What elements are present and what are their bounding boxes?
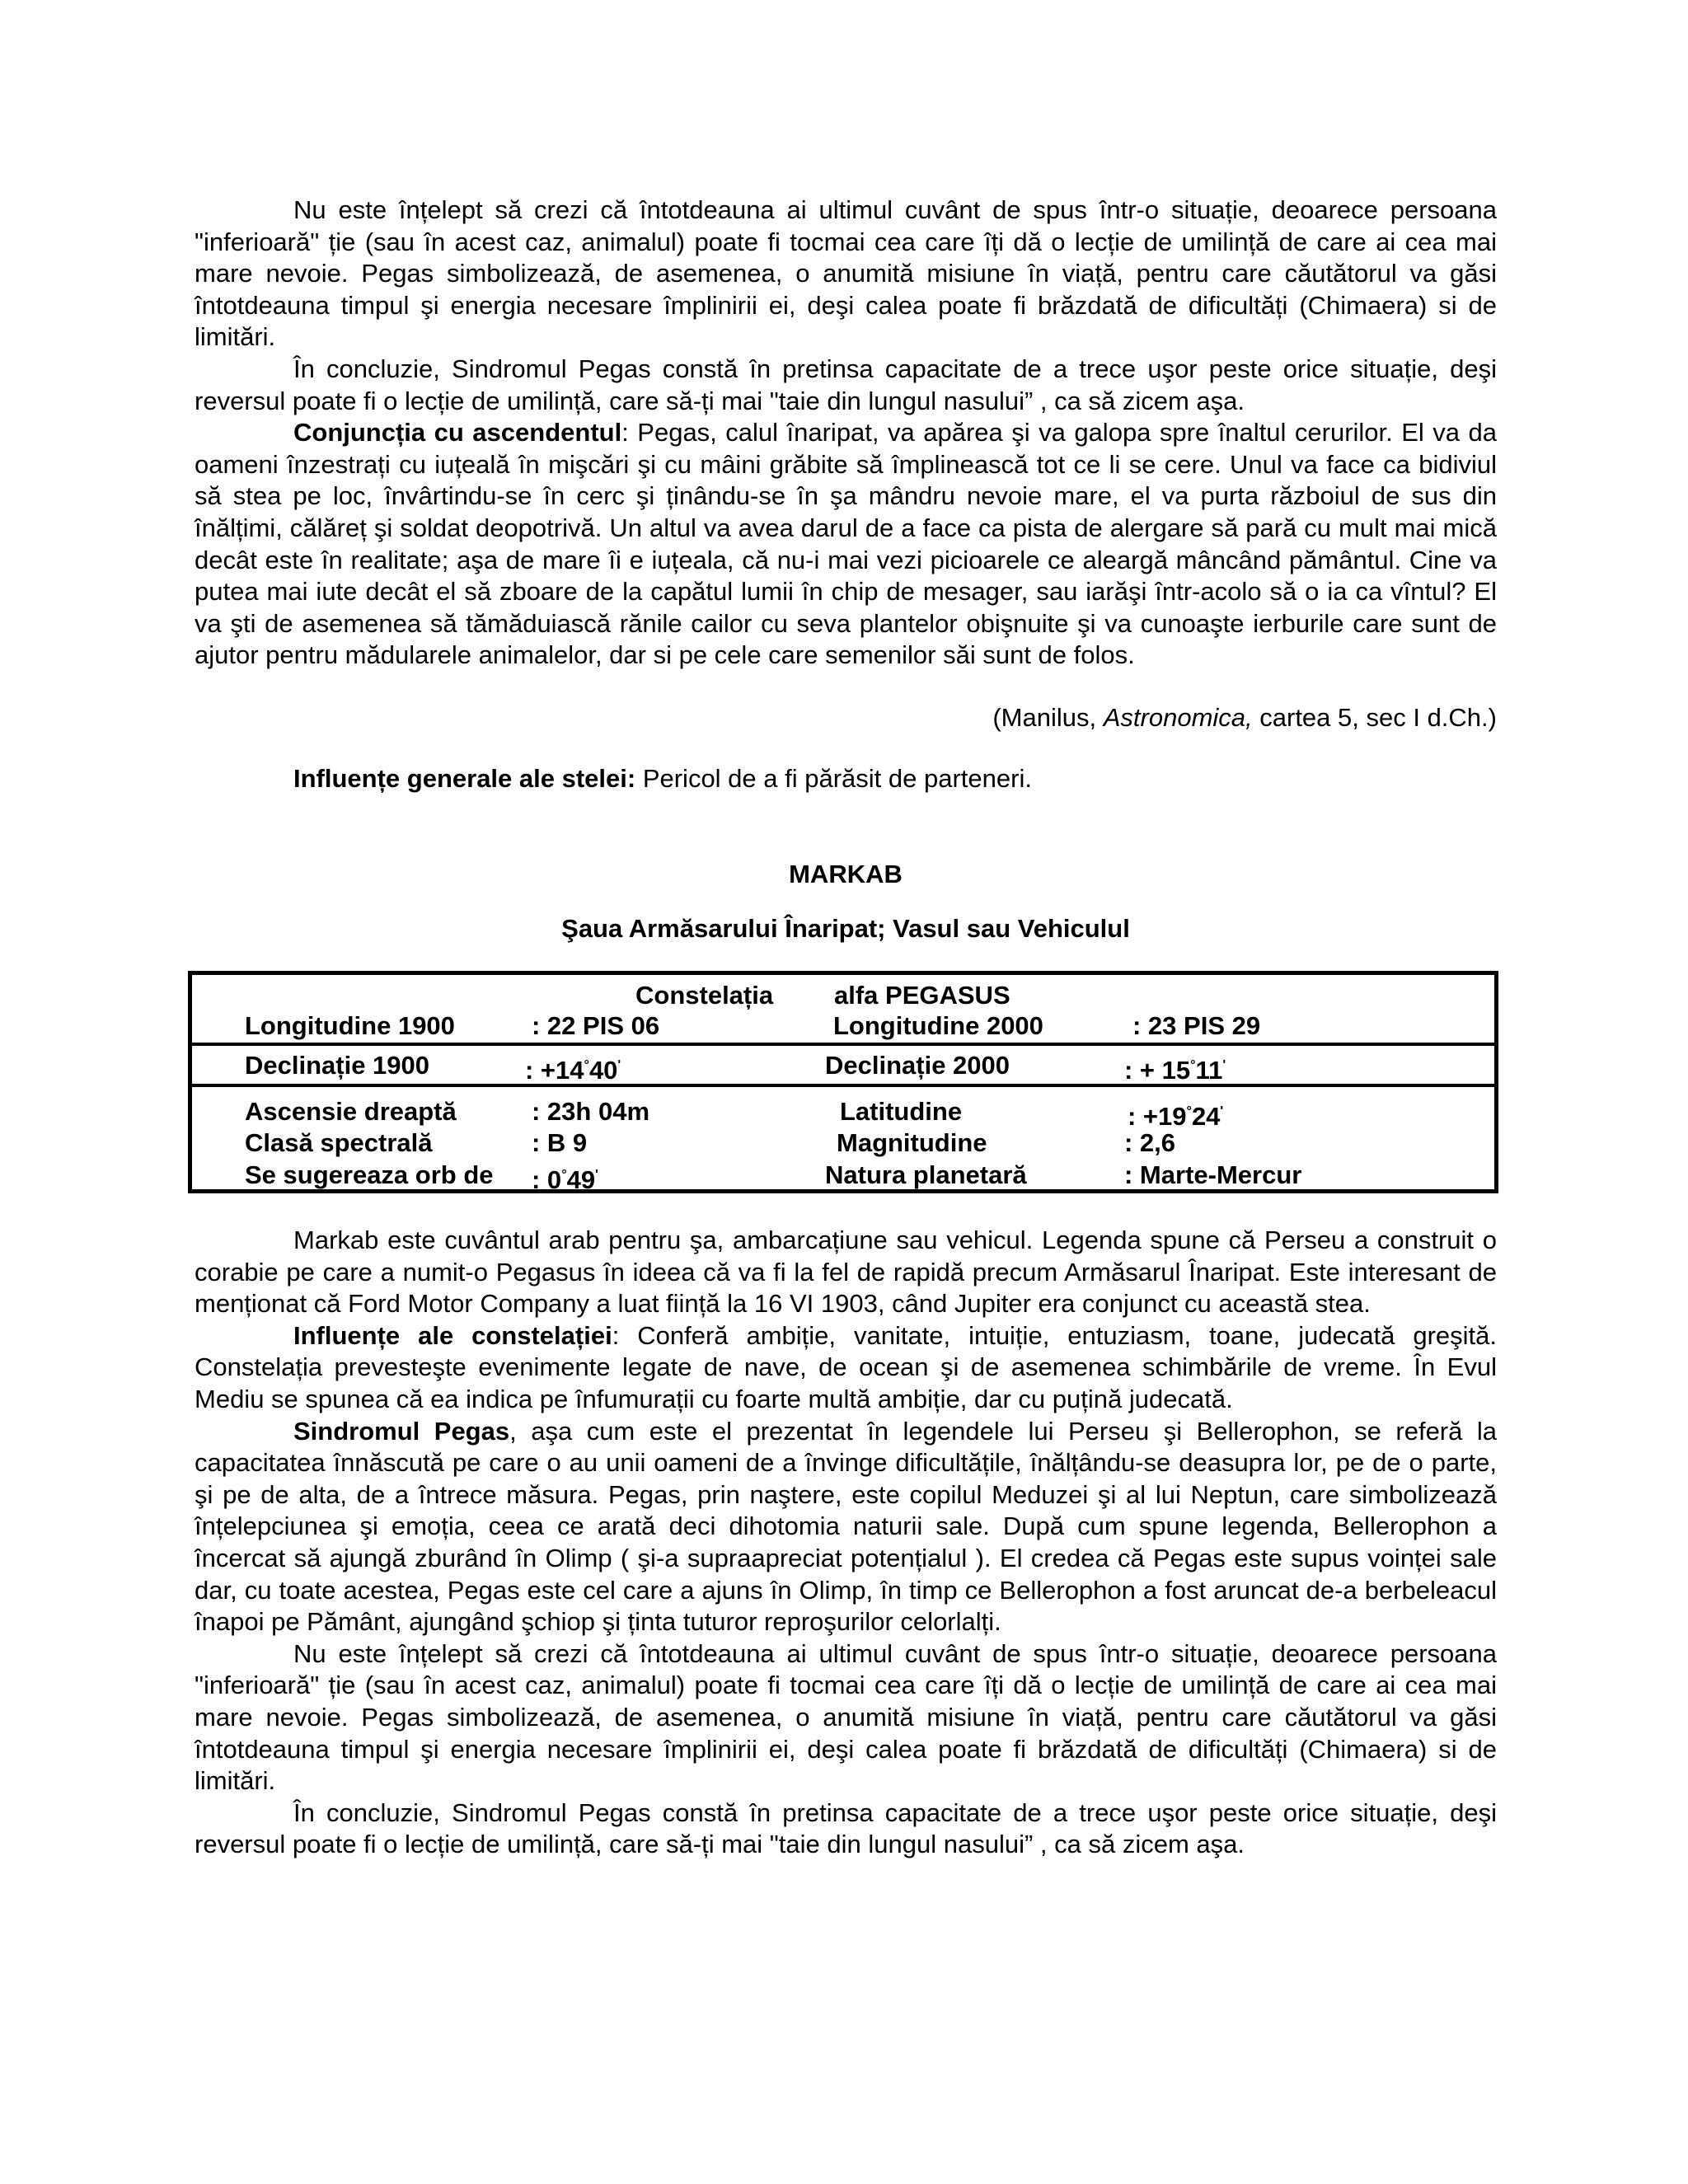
dec1900-degree-sign: ° [584,1058,589,1073]
longitude-2000-value: : 23 PIS 29 [1132,1011,1261,1041]
conjunctia-text: : Pegas, calul înaripat, va apărea şi va galopa spre înaltul cerurilor. El va da oameni înzestrați cu iuțeală în mişcări şi cu mâini grăbite să împlinească tot ce li se cere. Unul va face ca bidiviul să stea pe loc, învârtindu-se în cerc şi ținându-se în şa mândru nevoie mare, el va purta războiul de sus din înălțimi, călăreț şi soldat deopotrivă. Un altul va avea darul de a face ca pista de alergare să pară cu mult mai mică decât este în realitate; aşa de mare îi e iuțeala, că nu-i mai vezi picioarele ce aleargă mâncând pământul. Cine va putea mai iute decât el să zboare de la capătul lumii în chip de mesager, sau iarăşi într-acolo să o ia ca vîntul? El va şti de asemenea să tămăduiască rănile cailor cu seva plantelor obişnuite şi va cunoaşte ierburile care sunt de ajutor pentru mădularele animalelor, dar si pe cele care semenilor săi sunt de folos. [195,418,1497,670]
star-subtitle: Şaua Armăsarului Înaripat; Vasul sau Vehiculul [561,914,1130,944]
planetary-nature-value: : Marte-Mercur [1124,1160,1302,1190]
lat-minutes: 24 [1191,1102,1221,1132]
spectral-class-value: : B 9 [532,1128,588,1158]
right-ascension-value: : 23h 04m [532,1097,650,1127]
citation-work: Astronomica, [1103,702,1253,732]
orb-minutes: 49 [566,1165,596,1195]
dec1900-main: : +14 [525,1056,584,1085]
dec1900-minutes: 40 [588,1056,618,1085]
star-title: MARKAB [789,860,903,889]
lat-prime: ' [1220,1104,1224,1119]
star-data-table [188,971,1498,1193]
conjunctia-label: Conjuncția cu ascendentul [293,418,622,448]
orb-prime: ' [595,1168,598,1183]
paragraph-pegasus-syndrome [195,1416,1497,1638]
pegasus-syndrome-text: , aşa cum este el prezentat în legendele lui Perseu şi Bellerophon, se referă la capacitatea înnăscută pe care o au unii oameni de a învinge dificultățile, înălțându-se deasupra lor, pe de o parte, şi pe de alta, de a întrece măsura. Pegas, prin naştere, este copilul Meduzei şi al lui Neptun, care simbolizează înțelepciunea şi emoția, ceea ce arată deci dihotomia naturii sale. După cum spune legenda, Bellerophon a încercat să ajungă zburând în Olimp ( şi-a supraapreciat potențialul ). El credea că Pegas este supus voinței sale dar, cu toate acestea, Pegas este cel care a ajuns în Olimp, în timp ce Bellerophon a fost aruncat de-a berbeleacul înapoi pe Pământ, ajungând şchiop şi ținta tuturor reproşurilor celorlalți. [195,1416,1497,1637]
dec2000-prime: ' [1222,1058,1226,1073]
lat-main: : +19 [1128,1102,1187,1132]
declination-1900-value [525,1051,621,1085]
declination-2000-label: Declinație 2000 [825,1051,1010,1080]
magnitude-label: Magnitudine [837,1128,987,1158]
planetary-nature-label: Natura planetară [825,1160,1027,1190]
dec2000-main: : + 15 [1124,1056,1191,1085]
constellation-label: Constelația [635,981,774,1010]
general-text: Pericol de a fi părăsit de parteneri. [635,763,1032,793]
paragraph-conclusion: În concluzie, Sindromul Pegas constă în pretinsa capacitate de a trece uşor peste orice situație, deşi reversul poate fi o lecție de umilință, care să-ți mai "taie din lungul nasului” , ca să zicem aşa. [195,354,1497,415]
declination-1900-label: Declinație 1900 [245,1051,430,1080]
table-section-declination [192,1043,1494,1084]
document-page [195,194,1497,1861]
latitude-label: Latitudine [840,1097,963,1127]
longitude-2000-label: Longitudine 2000 [833,1011,1043,1041]
orb-label: Se sugereaza orb de [245,1160,494,1190]
dec2000-minutes: 11 [1195,1056,1223,1085]
paragraph-humility: Nu este înțelept să crezi că întotdeauna ai ultimul cuvânt de spus într-o situație, deoarece persoana "inferioară" ție (sau în acest caz, animalul) poate fi tocmai cea care îți dă o lecție de umilință de care ai cea mai mare nevoie. Pegas simbolizează, de asemenea, o anumită misiune în viață, pentru care căutătorul va găsi întotdeauna timpul şi energia necesare împlinirii ei, deşi calea poate fi brăzdată de dificultăți (Chimaera) si de limitări. [195,195,1497,352]
table-section-longitude [192,975,1494,1043]
orb-main: : 0 [532,1165,562,1195]
constellation-influences-text: : Conferă ambiție, vanitate, intuiție, entuziasm, toane, judecată greşită. Constelația prevesteşte evenimente legate de nave, de ocean şi de asemenea schimbările de vreme. În Evul Mediu se spunea că ea indica pe înfumurații cu foarte multă ambiție, dar cu puțină judecată. [195,1320,1497,1414]
paragraph-constellation-influences [195,1320,1497,1416]
declination-2000-value [1124,1051,1226,1085]
orb-value [532,1160,598,1195]
dec1900-prime: ' [617,1058,621,1073]
constellation-value: alfa PEGASUS [834,981,1010,1010]
paragraph-markab-intro: Markab este cuvântul arab pentru şa, ambarcațiune sau vehicul. Legenda spune că Perseu a construit o corabie pe care a numit-o Pegasus în ideea că va fi la fel de rapidă precum Armăsarul Înaripat. Este interesant de menționat că Ford Motor Company a luat ființă la 16 VI 1903, când Jupiter era conjunct cu această stea. [195,1226,1497,1319]
longitude-1900-value: : 22 PIS 06 [532,1011,660,1041]
orb-degree-sign: ° [561,1168,567,1183]
citation-source: cartea 5, sec I d.Ch.) [1252,702,1497,732]
longitude-1900-label: Longitudine 1900 [245,1011,455,1041]
constellation-influences-label: Influențe ale constelației [293,1320,612,1350]
paragraph-humility-repeat: Nu este înțelept să crezi că întotdeauna ai ultimul cuvânt de spus într-o situație, deoarece persoana "inferioară" ție (sau în acest caz, animalul) poate fi tocmai cea care îți dă o lecție de umilință de care ai cea mai mare nevoie. Pegas simbolizează, de asemenea, o anumită misiune în viață, pentru care căutătorul va găsi întotdeauna timpul şi energia necesare împlinirii ei, deşi calea poate fi brăzdată de dificultăți (Chimaera) si de limitări. [195,1638,1497,1796]
spectral-class-label: Clasă spectrală [245,1128,433,1158]
dec2000-degree-sign: ° [1190,1058,1196,1073]
lat-degree-sign: ° [1186,1104,1192,1119]
citation-author: (Manilus, [992,702,1104,732]
citation [195,702,1497,734]
magnitude-value: : 2,6 [1124,1128,1176,1158]
paragraph-conjunctia [195,417,1497,672]
right-ascension-label: Ascensie dreaptă [245,1097,457,1127]
pegasus-syndrome-label: Sindromul Pegas [293,1416,510,1446]
latitude-value [1128,1097,1223,1132]
paragraph-conclusion-repeat: În concluzie, Sindromul Pegas constă în pretinsa capacitate de a trece uşor peste orice situație, deşi reversul poate fi o lecție de umilință, care să-ți mai "taie din lungul nasului” , ca să zicem aşa. [195,1797,1497,1859]
general-influences [195,763,1497,795]
table-section-details [192,1084,1494,1195]
general-label: Influențe generale ale stelei: [293,763,636,793]
